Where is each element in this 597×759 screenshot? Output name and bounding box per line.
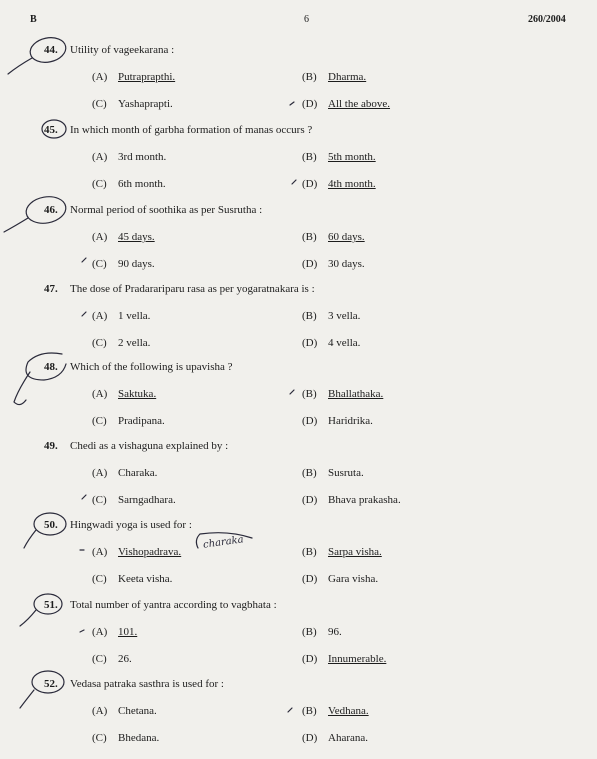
- option-key: (C): [92, 415, 107, 427]
- option-d[interactable]: [302, 178, 376, 190]
- option-a[interactable]: [92, 231, 155, 243]
- option-d[interactable]: [302, 98, 390, 110]
- option-b[interactable]: [302, 467, 364, 479]
- option-text: 4 vella.: [328, 337, 361, 349]
- option-key: (B): [302, 151, 317, 163]
- option-text: Yashaprapti.: [118, 98, 173, 110]
- option-d[interactable]: [302, 337, 360, 349]
- option-key: (D): [302, 732, 318, 744]
- option-text: 1 vella.: [118, 310, 151, 322]
- question-number: 46.: [44, 204, 58, 216]
- option-text: Bhedana.: [118, 732, 160, 744]
- option-b[interactable]: [302, 546, 382, 558]
- option-key: (D): [302, 573, 318, 585]
- option-text: 4th month.: [328, 178, 376, 190]
- option-d[interactable]: [302, 573, 378, 585]
- option-text: Innumerable.: [328, 653, 387, 665]
- option-key: (D): [302, 258, 318, 270]
- option-text: Aharana.: [328, 732, 369, 744]
- option-text: 101.: [118, 626, 138, 638]
- option-c[interactable]: [92, 178, 166, 190]
- question-text: Vedasa patraka sasthra is used for :: [70, 678, 224, 690]
- option-key: (B): [302, 388, 317, 400]
- option-a[interactable]: [92, 388, 156, 400]
- option-text: 45 days.: [118, 231, 155, 243]
- option-key: (B): [302, 310, 317, 322]
- option-b[interactable]: [302, 151, 376, 163]
- option-key: (C): [92, 653, 107, 665]
- option-text: Haridrika.: [328, 415, 373, 427]
- question-text: Normal period of soothika as per Susrutha :: [70, 204, 263, 216]
- option-key: (A): [92, 467, 108, 479]
- question-text: Chedi as a vishaguna explained by :: [70, 440, 229, 452]
- option-text: Putraprapthi.: [118, 71, 176, 83]
- question-text: Total number of yantra according to vagbhata :: [70, 599, 277, 611]
- option-key: (A): [92, 231, 108, 243]
- question-46: [0, 204, 597, 284]
- option-text: Gara visha.: [328, 573, 379, 585]
- option-a[interactable]: [92, 467, 157, 479]
- page-number: 6: [304, 14, 309, 25]
- option-key: (B): [302, 546, 317, 558]
- question-number: 52.: [44, 678, 58, 690]
- option-b[interactable]: [302, 388, 383, 400]
- option-text: 3 vella.: [328, 310, 361, 322]
- question-44: [0, 44, 597, 124]
- question-50: [0, 519, 597, 599]
- option-text: Susruta.: [328, 467, 364, 479]
- option-b[interactable]: [302, 310, 360, 322]
- exam-code: 260/2004: [528, 14, 566, 25]
- option-text: Vishopadrava.: [118, 546, 182, 558]
- option-text: 96.: [328, 626, 342, 638]
- question-49: [0, 440, 597, 520]
- option-d[interactable]: [302, 732, 368, 744]
- booklet-series: B: [30, 14, 37, 25]
- option-d[interactable]: [302, 653, 386, 665]
- option-key: (D): [302, 653, 318, 665]
- option-a[interactable]: [92, 310, 150, 322]
- option-b[interactable]: [302, 705, 369, 717]
- option-key: (C): [92, 573, 107, 585]
- option-text: Saktuka.: [118, 388, 157, 400]
- option-c[interactable]: [92, 258, 155, 270]
- question-number: 47.: [44, 283, 58, 295]
- option-text: Bhava prakasha.: [328, 494, 401, 506]
- option-a[interactable]: [92, 705, 157, 717]
- option-key: (C): [92, 732, 107, 744]
- question-number: 50.: [44, 519, 58, 531]
- option-key: (C): [92, 178, 107, 190]
- option-key: (A): [92, 546, 108, 558]
- option-text: 2 vella.: [118, 337, 151, 349]
- option-text: Pradipana.: [118, 415, 165, 427]
- option-d[interactable]: [302, 494, 401, 506]
- question-number: 45.: [44, 124, 58, 136]
- option-d[interactable]: [302, 415, 373, 427]
- option-key: (A): [92, 71, 108, 83]
- option-key: (D): [302, 494, 318, 506]
- option-a[interactable]: [92, 71, 175, 83]
- option-text: Dharma.: [328, 71, 367, 83]
- question-number: 51.: [44, 599, 58, 611]
- option-key: (A): [92, 310, 108, 322]
- option-key: (D): [302, 337, 318, 349]
- option-key: (A): [92, 705, 108, 717]
- question-45: [0, 124, 597, 204]
- option-c[interactable]: [92, 337, 150, 349]
- question-47: [0, 283, 597, 363]
- option-text: Keeta visha.: [118, 573, 173, 585]
- question-text: In which month of garbha formation of manas occurs ?: [70, 124, 313, 136]
- option-text: 6th month.: [118, 178, 166, 190]
- option-c[interactable]: [92, 98, 173, 110]
- question-text: The dose of Pradarariparu rasa as per yogaratnakara is :: [70, 283, 315, 295]
- question-text: Which of the following is upavisha ?: [70, 361, 233, 373]
- option-key: (D): [302, 415, 318, 427]
- option-key: (C): [92, 494, 107, 506]
- option-key: (A): [92, 388, 108, 400]
- option-key: (B): [302, 231, 317, 243]
- option-b[interactable]: [302, 626, 342, 638]
- option-a[interactable]: [92, 546, 181, 558]
- option-text: 90 days.: [118, 258, 155, 270]
- option-key: (B): [302, 705, 317, 717]
- option-b[interactable]: [302, 231, 365, 243]
- option-text: 26.: [118, 653, 132, 665]
- option-key: (D): [302, 98, 318, 110]
- option-key: (C): [92, 337, 107, 349]
- option-key: (B): [302, 626, 317, 638]
- option-b[interactable]: [302, 71, 366, 83]
- option-text: 5th month.: [328, 151, 376, 163]
- option-key: (A): [92, 626, 108, 638]
- option-d[interactable]: [302, 258, 365, 270]
- option-a[interactable]: [92, 151, 166, 163]
- option-text: Vedhana.: [328, 705, 369, 717]
- option-c[interactable]: [92, 732, 159, 744]
- question-text: Hingwadi yoga is used for :: [70, 519, 192, 531]
- option-text: Chetana.: [118, 705, 157, 717]
- option-key: (D): [302, 178, 318, 190]
- option-text: 30 days.: [328, 258, 365, 270]
- question-number: 48.: [44, 361, 58, 373]
- option-text: Charaka.: [118, 467, 158, 479]
- option-c[interactable]: [92, 653, 132, 665]
- option-text: Sarngadhara.: [118, 494, 176, 506]
- question-number: 44.: [44, 44, 58, 56]
- option-c[interactable]: [92, 573, 172, 585]
- option-a[interactable]: [92, 626, 137, 638]
- option-text: Sarpa visha.: [328, 546, 382, 558]
- question-51: [0, 599, 597, 679]
- question-text: Utility of vageekarana :: [70, 44, 175, 56]
- handwritten-note-q50: charaka: [202, 534, 245, 551]
- option-key: (B): [302, 467, 317, 479]
- question-number: 49.: [44, 440, 58, 452]
- option-text: All the above.: [328, 98, 391, 110]
- option-key: (C): [92, 98, 107, 110]
- option-text: 60 days.: [328, 231, 365, 243]
- question-48: [0, 361, 597, 441]
- option-text: 3rd month.: [118, 151, 167, 163]
- option-key: (B): [302, 71, 317, 83]
- option-text: Bhallathaka.: [328, 388, 384, 400]
- option-c[interactable]: [92, 415, 165, 427]
- option-key: (C): [92, 258, 107, 270]
- question-52: [0, 678, 597, 758]
- option-key: (A): [92, 151, 108, 163]
- option-c[interactable]: [92, 494, 176, 506]
